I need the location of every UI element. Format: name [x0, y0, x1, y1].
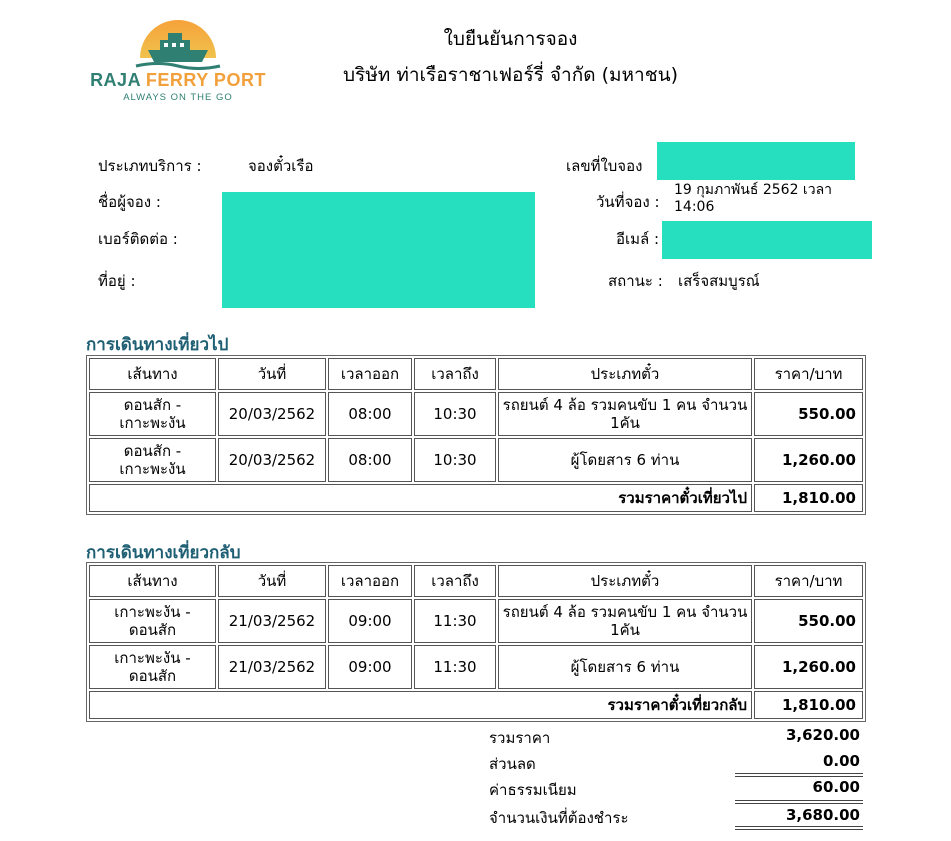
grand-total-value: 3,680.00: [785, 806, 860, 824]
subtotal-value: 3,620.00: [785, 726, 860, 744]
company-name: บริษัท ท่าเรือราชาเฟอร์รี่ จำกัด (มหาชน): [342, 64, 678, 86]
price-cell: 1,260.00: [754, 438, 863, 482]
price-cell: 550.00: [754, 392, 863, 436]
booking-date-value: 19 กุมภาพันธ์ 2562 เวลา 14:06: [674, 182, 833, 215]
outbound-total-label: รวมราคาตั๋วเที่ยวไป: [89, 484, 752, 512]
depart-cell: 08:00: [328, 438, 412, 482]
ticket-cell: รถยนต์ 4 ล้อ รวมคนขับ 1 คน จำนวน 1คัน: [498, 599, 752, 643]
document-title: ใบยืนยันการจอง: [443, 28, 578, 50]
logo-wordmark: RAJA FERRY PORT ALWAYS ON THE GO: [88, 70, 268, 103]
outbound-section-title: การเดินทางเที่ยวไป: [86, 335, 229, 355]
col-date: วันที่: [218, 358, 326, 390]
table-row: [89, 392, 863, 436]
total-row: [89, 691, 863, 719]
return-total-value: 1,810.00: [754, 691, 863, 719]
address-label: ที่อยู่ :: [98, 272, 136, 290]
arrive-cell: 10:30: [414, 438, 496, 482]
phone-label: เบอร์ติดต่อ :: [98, 230, 178, 248]
depart-cell: 09:00: [328, 645, 412, 689]
status-value: เสร็จสมบูรณ์: [678, 272, 760, 290]
col-arrive: เวลาถึง: [414, 358, 496, 390]
col-date: วันที่: [218, 565, 326, 597]
logo-tagline: ALWAYS ON THE GO: [123, 92, 233, 103]
ticket-cell: รถยนต์ 4 ล้อ รวมคนขับ 1 คน จำนวน 1คัน: [498, 392, 752, 436]
discount-label: ส่วนลด: [489, 755, 536, 773]
return-section-title: การเดินทางเที่ยวกลับ: [86, 543, 241, 563]
redacted-customer-info: [222, 192, 535, 308]
price-cell: 550.00: [754, 599, 863, 643]
depart-cell: 08:00: [328, 392, 412, 436]
col-arrive: เวลาถึง: [414, 565, 496, 597]
route-cell: ดอนสัก - เกาะพะงัน: [89, 438, 216, 482]
fee-label: ค่าธรรมเนียม: [489, 781, 577, 799]
date-cell: 20/03/2562: [218, 438, 326, 482]
booking-number-label: เลขที่ใบจอง: [566, 157, 643, 175]
subtotal-label: รวมราคา: [489, 729, 551, 747]
summary-divider: [735, 773, 863, 777]
return-table: [86, 562, 866, 722]
email-label: อีเมล์ :: [616, 230, 660, 248]
table-header-row: [89, 565, 863, 597]
route-cell: เกาะพะงัน - ดอนสัก: [89, 645, 216, 689]
redacted-booking-number: [657, 142, 855, 180]
col-route: เส้นทาง: [89, 565, 216, 597]
col-price: ราคา/บาท: [754, 565, 863, 597]
table-row: [89, 645, 863, 689]
outbound-table: [86, 355, 866, 515]
summary-divider: [735, 800, 863, 804]
table-row: [89, 599, 863, 643]
outbound-total-value: 1,810.00: [754, 484, 863, 512]
redacted-email: [662, 221, 872, 259]
depart-cell: 09:00: [328, 599, 412, 643]
col-depart: เวลาออก: [328, 358, 412, 390]
status-label: สถานะ :: [608, 272, 663, 290]
route-cell: เกาะพะงัน - ดอนสัก: [89, 599, 216, 643]
booker-label: ชื่อผู้จอง :: [98, 193, 161, 211]
date-cell: 20/03/2562: [218, 392, 326, 436]
discount-value: 0.00: [822, 752, 860, 770]
total-row: [89, 484, 863, 512]
date-cell: 21/03/2562: [218, 645, 326, 689]
grand-total-label: จำนวนเงินที่ต้องชำระ: [489, 809, 629, 827]
date-cell: 21/03/2562: [218, 599, 326, 643]
col-depart: เวลาออก: [328, 565, 412, 597]
ticket-cell: ผู้โดยสาร 6 ท่าน: [498, 438, 752, 482]
table-header-row: [89, 358, 863, 390]
arrive-cell: 10:30: [414, 392, 496, 436]
summary-divider: [735, 826, 863, 830]
col-route: เส้นทาง: [89, 358, 216, 390]
arrive-cell: 11:30: [414, 645, 496, 689]
booking-date-label: วันที่จอง :: [596, 193, 660, 211]
ticket-cell: ผู้โดยสาร 6 ท่าน: [498, 645, 752, 689]
return-total-label: รวมราคาตั๋วเที่ยวกลับ: [89, 691, 752, 719]
table-row: [89, 438, 863, 482]
service-value: จองตั๋วเรือ: [248, 157, 314, 175]
route-cell: ดอนสัก - เกาะพะงัน: [89, 392, 216, 436]
price-cell: 1,260.00: [754, 645, 863, 689]
service-label: ประเภทบริการ :: [98, 157, 202, 175]
arrive-cell: 11:30: [414, 599, 496, 643]
fee-value: 60.00: [812, 778, 860, 796]
col-price: ราคา/บาท: [754, 358, 863, 390]
col-ticket-type: ประเภทตั๋ว: [498, 358, 752, 390]
col-ticket-type: ประเภทตั๋ว: [498, 565, 752, 597]
